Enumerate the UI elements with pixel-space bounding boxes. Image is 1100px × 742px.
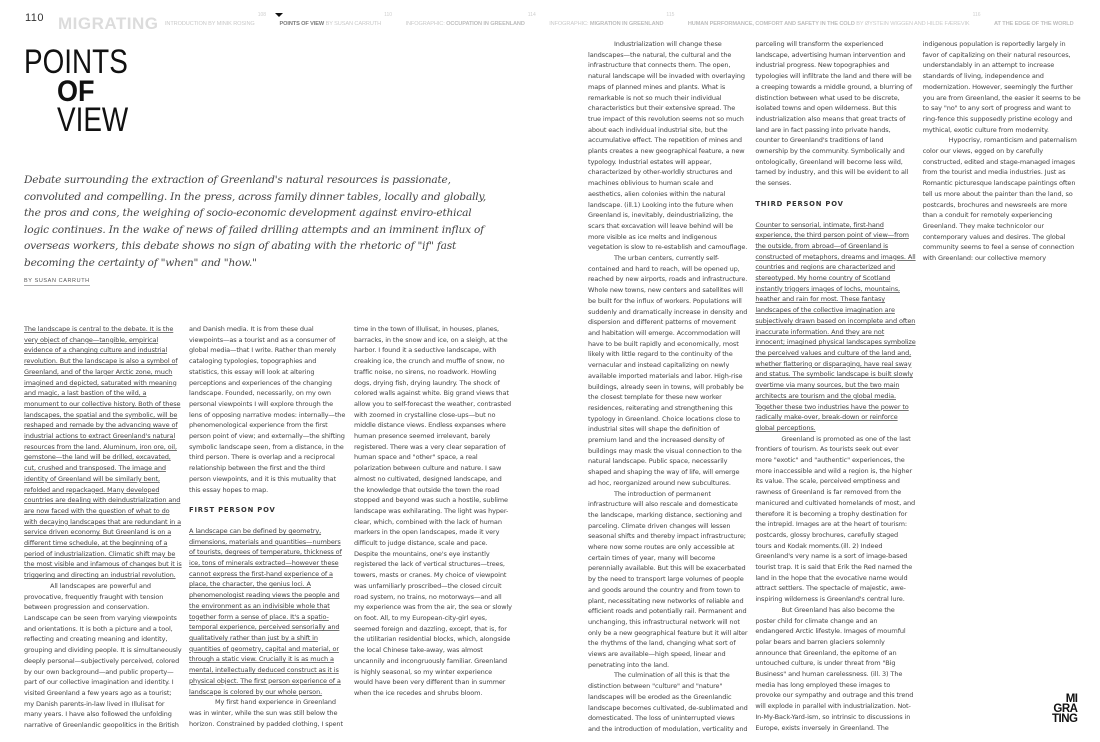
nav-credit: INFOGRAPHIC: xyxy=(405,21,445,27)
section-navigation xyxy=(58,14,1098,34)
nav-credit: BY ØYSTEIN WIGGEN AND HILDE FÆREVIK xyxy=(856,21,970,27)
nav-item-introduction[interactable] xyxy=(165,21,255,27)
nav-title: OCCUPATION IN GREENLAND xyxy=(446,21,525,27)
paragraph: All landscapes are powerful and provocative, frequently fraught with tension between progression and conservation. Landscape can be seen from varying viewpoints and orientations. It is both a picture and a tool, reflecting and creating meaning and identity, grouping and dividing people. It is simultaneously deeply personal—subjectively perceived, colored by our own background—and public property—part of our collective imagination and identity. I visited Greenland a few years ago as a tourist; my Danish parents-in-law lived in Illulisat for many years. I have also followed the unfolding narrative of Greenlandic geopolitics in the British and Danish media. It is from these dual viewpoints—as a tourist and as a consumer of global media—that I write. Rather than merely cataloging typologies, topographies and statistics, this essay will look at altering perceptions and experiences of the changing landscape. Founded, necessarily, on my own personal viewpoints I will explore through the lens of opposing narrative modes: internally—the phenomenological experience from the first person point of view; and externally—the shifting symbolic landscape seen, from a distance, in the third person. There is overlap and a reciprocal relationship between the first and the third person viewpoints, and it is this mutuality that this essay hopes to map. xyxy=(24,325,346,730)
nav-page-number: 108 xyxy=(257,12,267,18)
title-line: OF xyxy=(57,75,95,108)
paragraph: Hypocrisy, romanticism and paternalism color our views, egged on by carefully constructed, edited and stage-managed images from the tourist and media industries. Just as Romantic picturesque landscape paintings often tell us more about the painter than the land, so postcards, brochures and newsreels are more than a conduit for remotely experiencing Greenland. They make technicolor our contemporary values and desires. The global community seems to feel a sense of connection with Greenland: our collective memory xyxy=(922,136,1077,263)
nav-credit: INTRODUCTION BY MINIK ROSING xyxy=(164,21,255,27)
logo-line: TING xyxy=(1052,713,1078,725)
paragraph: Greenland is promoted as one of the last frontiers of tourism. As tourists seek out ever more "exotic" and "authentic" experiences, the more inaccessible and wild a region is, the higher its value. The scale, perceived emptiness and rawness of Greenland is far removed from the manicured and cultivated homelands of most, and therefore it is becoming a trophy destination for the intrepid. Images are at the heart of tourism: postcards, glossy brochures, carefully staged tours and Kodak moments.(ill. 2) Indeed Greenland's very name is a sort of image-based tourist trap. It is said that Erik the Red named the land in the hope that the evocative name would attract settlers. The spectacle of majestic, awe-inspiring wilderness is Greenland's central lure. xyxy=(755,434,916,604)
nav-page-number: 110 xyxy=(384,12,393,18)
paragraph: Industrialization will change these landscapes—the natural, the cultural and the infrastructure that connects them. The open, natural landscape will be invaded with overlaying maps of planned mines and plants. What is remarkable is not so much their individual characteristics but their extensive spread. The true impact of this revolution seems not so much about each individual industrial site, but the accumulative effect. The repetition of mines and plants creates a new geographical feature, a new typology. Industrial estates will appear, characterized by other-worldly structures and machines oblivious to human scale and aesthetics, alien colonies within the natural landscape. (ill.1) Looking into the future when Greenland is, inevitably, deindustrializing, the scars that excavation will leave behind will be more visible as ice melts and indigenous vegetation is slow to re-establish and camouflage. xyxy=(588,40,748,252)
paragraph: Counter to sensorial, intimate, first-hand experience, the third person point of view—from the outside, from abroad—of Greenland is constructed of metaphors, dreams and images. All countries and regions are characterized and stereotyped. My home country of Scotland instantly triggers images of lochs, mountains, heather and rain for most. These fantasy landscapes of the collective imagination are subjectively drawn based on incomplete and often inaccurate information. And they are not innocent; imagined physical landscapes symbolize the perceived values and culture of the land and, whether flattering or disparaging, have real sway and status. The symbolic landscape is built slowly overtime via many sources, but the two main architects are tourism and the global media. Together these two industries have the power to radically make-over, break-down or reinforce global perceptions. xyxy=(755,220,916,432)
paragraph: A landscape can be defined by geometry, dimensions, materials and quantities—numbers of tourists, degrees of temperature, thickness of ice, tons of minerals extracted—however these cannot express the first-hand experience of a place, the character, the genius loci. A phenomenologist reading views the people and the environment as an indivisible whole that together form a sense of place. It's a spatio-temporal experience, perceived sensorially and qualitatively rather than just by a shift in quantities of geometry, capital and material, or through a static view. Crucially it is as much a mental, intellectually deduced construct as it is physical object. The first person experience of a landscape is colored by our whole person. xyxy=(189,526,342,696)
paragraph: But Greenland has also become the poster child for climate change and an endangered Arctic lifestyle. Images of mournful polar bears and barren glaciers solemnly announce that Greenland, the epitome of an untouched culture, is under threat from "Big Business" and human carelessness. (ill. 3) The media has long employed these images to provoke our sympathy and outrage and this trend will explode in parallel with industrialization. Not-In-My-Back-Yard-ism, so intrinsic to discussions in Europe, exists inversely in Greenland. The indigenous population is reportedly largely in favor of capitalizing on their natural resources, understandably in an attempt to increase standards of living, independence and modernization. However, seemingly the further you are from Greenland, the easier it seems to be to say "no" to any sort of progress and want to ring-fence this supposedly pristine ecology and mythical, exotic culture from modernity. xyxy=(755,40,1081,732)
paragraph: The introduction of permanent infrastructure will also rescale and domesticate the landscape, marking distance, sectioning and parceling. Climate driven changes will lessen seasonal shifts and thereby impact infrastructure; where now some routes are only accessible at certain times of year, many will become perennially available. But this will be exacerbated by the need to transport large volumes of people and goods around the country and from town to plant, necessitating new networks of reliable and efficient roads and potentially rail. Permanent and unchanging, this infrastructural network will not only be a new geographical feature but it will alter the rhythms of the land, changing what sort of views are available—high speed, linear and penetrating into the land. xyxy=(588,489,748,669)
page-number: 110 xyxy=(25,12,45,24)
paragraph: The landscape is central to the debate. It is the very object of change—tangible, empirical evidence of a changing culture and industrial revolution. But the landscape is also a symbol of Greenland, and of the larger Arctic zone, much imagined and depicted, saturated with meaning and magic, a last bastion of the wild, a monument to our collective history. Both of these landscapes, the spatial and the symbolic, will be reshaped and remade by the advancing wave of industrial actions to extract Greenland's natural resources from the land. Aluminum, iron ore, oil, gemstone—the land will be drilled, excavated, cut, crushed and transposed. The image and identity of Greenland will be similarly bent, refolded and repackaged. Many developed countries are dealing with deindustrialization and are now faced with the question of what to do with decaying landscapes that are redundant in a service driven economy. But Greenland is on a different time schedule, at the beginning of a period of industrialization. Climatic shift may be the most visible and infamous of changes but it is triggering and directing an industrial revolution. xyxy=(24,325,182,580)
migrating-logo xyxy=(1052,694,1077,724)
right-page-body xyxy=(588,39,1083,736)
section-heading: THIRD PERSON POV xyxy=(755,199,844,208)
nav-title: MIGRATION IN GREENLAND xyxy=(589,21,664,27)
left-page-body xyxy=(24,324,512,736)
article-lede: Debate surrounding the extraction of Greenland's natural resources is passionate, convoluted and compelling. In the press, across family dinner tables, locally and globally, the pros and cons, the weighing of socio-economic development against enviro-ethical logic continues. In the wake of news of failed drilling attempts and an imminent influx of overseas workers, this debate shows no sign of abating with the rhetoric of "if" fast becoming the certainty of "when" and "how." xyxy=(24,174,487,269)
section-heading: FIRST PERSON POV xyxy=(189,506,276,515)
nav-page-number: 114 xyxy=(527,12,536,18)
nav-item-human-performance[interactable] xyxy=(688,21,970,27)
section-title: MIGRATING xyxy=(58,14,159,33)
nav-item-edge-of-world[interactable] xyxy=(994,21,1074,27)
title-line: VIEW xyxy=(57,101,129,139)
nav-title: AT THE EDGE OF THE WORLD xyxy=(994,21,1074,27)
article-title xyxy=(24,43,151,139)
nav-title: POINTS OF VIEW xyxy=(279,21,325,27)
nav-page-number: 116 xyxy=(972,12,981,18)
nav-page-number: 115 xyxy=(666,12,675,18)
nav-item-points-of-view[interactable] xyxy=(279,21,381,27)
nav-item-migration[interactable] xyxy=(549,21,663,27)
paragraph: My first hand experience in Greenland was in winter, while the sun was still below the horizon. Constrained by padded clothing, I spent time in the town of Illulisat, in houses, planes, barracks, in the snow and ice, on a sleigh, at the harbor. I found it a seductive landscape, with creaking ice, the crunch and muffle of snow, no traffic noise, no sirens, no roadwork. Howling dogs, drying fish, drying laundry. The shock of colored walls against white. Big grand views that allow you to self-forecast the weather, contrasted with zoomed in crystalline close-ups—but no middle distance views. Endless expanses where human presence seemed irrelevant, barely registered. There was a very clear separation of human space and "other" space, a real polarization between culture and nature. I saw almost no cultivated, designed landscape, and the knowledge that outside the town the road stopped and beyond was such a hostile, sublime landscape was exhilarating. The light was hyper-clear, which, combined with the lack of human markers in the open landscapes, made it very difficult to judge distance, scale and pace. Despite the mountains, one's eye instantly registered the lack of vertical structures—trees, towers, masts or cranes. My choice of viewpoint was unfamiliarly proscribed—the closed circuit road system, no trains, no motorways—and all my experience was from the air, the sea or slowly on foot. All, to my European-city-girl eyes, seemed foreign and dazzling, except, that is, for the utilitarian residential blocks, which, alongside the local Chinese take-away, was almost uncannily and incongruously familiar. Greenland is highly seasonal, so my winter experience would have been very different than in summer when the ice recedes and shrubs bloom. xyxy=(189,325,512,728)
logo-line: MI xyxy=(1065,693,1078,705)
logo-line: GRA xyxy=(1053,703,1078,715)
nav-title: HUMAN PERFORMANCE, COMFORT AND SAFETY IN THE COLD xyxy=(687,21,855,27)
paragraph: The culmination of all this is that the distinction between "culture" and "nature" landscapes will be eroded as the Greenlandic landscape becomes cultivated, de-sublimated and domesticated. The loss of uninterrupted views and the introduction of modulation, verticality and parceling will transform the experienced landscape, advertising human intervention and industrial progress. New topographies and typologies will infiltrate the land and there will be a creeping towards a middle ground, a blurring of distinction between what used to be discrete, isolated towns and open wilderness. But this industrialization also means that great tracts of land are in fact passing into private hands, counter to Greenland's traditions of land ownership by the community. Symbolically and ontologically, Greenland will become less wild, tamed by industry, and this will be evident to all the senses. xyxy=(588,40,913,733)
paragraph: The urban centers, currently self-contained and hard to reach, will be opened up, reached by new airports, roads and infrastructure. Whole new towns, new centers and satellites will be built for the influx of workers. Populations will suddenly and dramatically increase in density and dispersion and different patterns of movement and habitation will emerge. Accommodation will have to be built rapidly and economically, most likely with little regard to the continuity of the vernacular and instead capitalizing on newly available imported materials and labor. High-rise buildings, already seen in towns, will probably be the closest template for these new worker residences, reiterating and strengthening this typology in Greenland. Choice locations close to industrial sites will shape the definition of premium land and the increased density of buildings may mask the visual connection to the natural landscape. Public space, necessarily shaped and shaping the way of life, will emerge ad hoc, reorganized around new subcultures. xyxy=(588,254,748,487)
nav-credit: INFOGRAPHIC: xyxy=(549,21,589,27)
nav-credit: BY SUSAN CARRUTH xyxy=(325,21,382,27)
nav-item-occupation[interactable] xyxy=(406,21,525,27)
title-line: POINTS xyxy=(24,43,128,81)
byline: BY SUSAN CARRUTH xyxy=(24,278,90,284)
